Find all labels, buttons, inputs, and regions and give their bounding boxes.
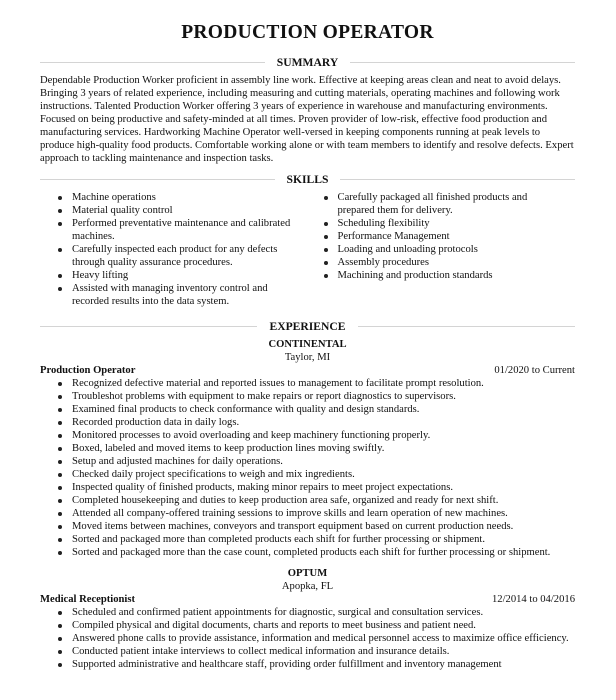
divider <box>40 62 265 63</box>
divider <box>350 62 575 63</box>
list-item: Performance Management <box>338 230 560 243</box>
list-item: Scheduled and confirmed patient appointments for diagnostic, surgical and consultation services. <box>72 606 575 619</box>
job-dates: 12/2014 to 04/2016 <box>492 594 575 605</box>
company-name: CONTINENTAL <box>268 339 347 350</box>
resume-title: PRODUCTION OPERATOR <box>181 22 434 43</box>
list-item: Moved items between machines, conveyors and transport equipment based on current production needs. <box>72 520 575 533</box>
skills-list <box>40 191 575 308</box>
list-item: Machining and production standards <box>338 269 560 282</box>
job-entry <box>40 338 575 559</box>
list-item: Assembly procedures <box>338 256 560 269</box>
skills-right-column <box>308 191 576 282</box>
list-item: Inspected quality of finished products, making minor repairs to meet project expectations. <box>72 481 575 494</box>
summary-heading <box>40 52 575 72</box>
divider <box>40 326 257 327</box>
section-title: EXPERIENCE <box>269 319 346 333</box>
job-location: Apopka, FL <box>281 581 334 592</box>
section-title: SKILLS <box>286 172 329 186</box>
list-item: Heavy lifting <box>72 269 292 282</box>
experience-heading <box>40 316 575 336</box>
list-item: Completed housekeeping and duties to keep production area safe, organized and ready for next shift. <box>72 494 575 507</box>
job-title: Production Operator <box>40 365 136 376</box>
list-item: Carefully packaged all finished products and prepared them for delivery. <box>338 191 560 217</box>
list-item: Examined final products to check conformance with quality and design standards. <box>72 403 575 416</box>
list-item: Compiled physical and digital documents, charts and reports to meet business and patient need. <box>72 619 575 632</box>
list-item: Setup and adjusted machines for daily operations. <box>72 455 575 468</box>
experience-list <box>40 338 575 671</box>
divider <box>358 326 575 327</box>
job-header <box>40 593 575 606</box>
list-item: Recorded production data in daily logs. <box>72 416 575 429</box>
job-title: Medical Receptionist <box>40 594 136 605</box>
list-item: Sorted and packaged more than completed products each shift for further processing or shipment. <box>72 533 575 546</box>
job-dates: 01/2020 to Current <box>494 365 575 376</box>
section-title: SUMMARY <box>276 55 339 69</box>
list-item: Attended all company-offered training sessions to improve skills and learn operation of new machines. <box>72 507 575 520</box>
job-bullets <box>40 377 575 559</box>
skills-left-column <box>40 191 308 308</box>
list-item: Sorted and packaged more than the case count, completed products each shift for further processing or shipment. <box>72 546 575 559</box>
list-item: Monitored processes to avoid overloading and keep machinery functioning properly. <box>72 429 575 442</box>
list-item: Checked daily project specifications to weigh and mix ingredients. <box>72 468 575 481</box>
divider <box>40 179 275 180</box>
list-item: Assisted with managing inventory control and recorded results into the data system. <box>72 282 292 308</box>
list-item: Conducted patient intake interviews to collect medical information and insurance details. <box>72 645 575 658</box>
divider <box>340 179 575 180</box>
list-item: Scheduling flexibility <box>338 217 560 230</box>
list-item: Loading and unloading protocols <box>338 243 560 256</box>
job-header <box>40 364 575 377</box>
list-item: Troubleshot problems with equipment to make repairs or report diagnostics to supervisors. <box>72 390 575 403</box>
list-item: Supported administrative and healthcare staff, providing order fulfillment and inventory management <box>72 658 575 671</box>
list-item: Carefully inspected each product for any defects through quality assurance procedures. <box>72 243 292 269</box>
list-item: Boxed, labeled and moved items to keep production lines moving swiftly. <box>72 442 575 455</box>
company-name: OPTUM <box>287 568 328 579</box>
job-bullets <box>40 606 575 671</box>
list-item: Recognized defective material and reported issues to management to facilitate prompt resolution. <box>72 377 575 390</box>
skills-heading <box>40 169 575 189</box>
list-item: Material quality control <box>72 204 292 217</box>
list-item: Answered phone calls to provide assistance, information and medical personnel access to maximize office efficiency. <box>72 632 575 645</box>
list-item: Machine operations <box>72 191 292 204</box>
list-item: Performed preventative maintenance and calibrated machines. <box>72 218 291 242</box>
job-entry <box>40 567 575 671</box>
job-location: Taylor, MI <box>284 352 331 363</box>
summary-text: Dependable Production Worker proficient in assembly line work. Effective at keeping areas clean and neat to avoid delays. Bringing 3 years of related experience, including measuring and cutting materials, operating machines and following work instructions. Talented Production Worker offering 3 years of experience in warehouse and manufacturing environments. Focused on being productive and safety-minded at all times. Proven provider of low-risk, effective food production and manufacturing services. Hardworking Machine Operator well-versed in keeping components running at peak levels to produce high-quality food products. Comfortable working alone or with team members to identify and resolve defects. Expert approach to tackling maintenance and inspection tasks. <box>40 75 574 164</box>
